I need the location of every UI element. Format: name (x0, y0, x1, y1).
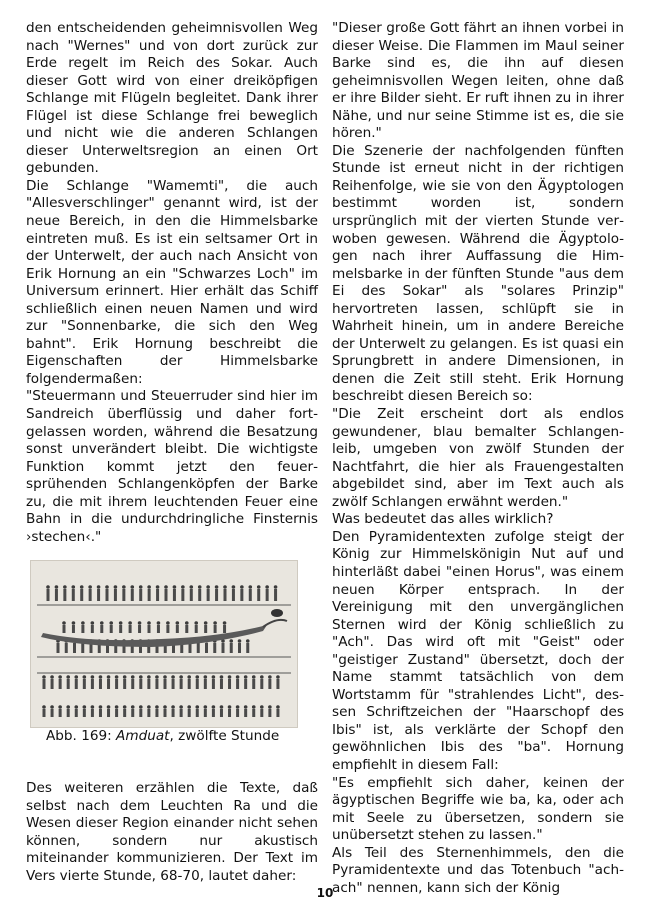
figure-body (236, 679, 239, 689)
figure-body (107, 709, 110, 717)
figure-body (80, 589, 83, 601)
figure-body (228, 679, 231, 689)
figure-head (268, 676, 272, 680)
figure-head (147, 622, 151, 626)
figure-head (204, 622, 208, 626)
figure-head (181, 586, 185, 590)
figure-head (268, 706, 272, 710)
figure-body (72, 589, 75, 601)
paragraph: Den Pyramidentexten zufolge steigt der König zur Himmelskönigin Nut auf und hinterläßt dabei "einen Horus", was einem neuen Körper entsprach. In der Vereinigung mit den unvergänglichen Sternen wird der König schließlich zu "Ach". Das wird oft mit "Geist" oder "geistiger Zustand" übersetzt, doch der Name stammt tatsächlich von dem Wortstamm für "strahlendes Licht", dessen Schriftzeichen der "Haarschopf des Ibis" ist, als verklärte der Schopf den gewöhnlichen Ibis des "ba". Hornung empfiehlt in diesem Fall: (332, 528, 624, 773)
figure-body (249, 589, 252, 601)
figure-body (155, 679, 158, 689)
figure-body (224, 589, 227, 601)
figure-head (189, 586, 193, 590)
figure-head (206, 586, 210, 590)
figure-body (207, 589, 210, 601)
figure-body (129, 625, 132, 633)
figure-body (72, 625, 75, 633)
figure-body (240, 589, 243, 601)
figure-body (115, 709, 118, 717)
figure-body (43, 709, 46, 717)
figure-head (171, 706, 175, 710)
figure-head (220, 676, 224, 680)
figure-body (260, 709, 263, 717)
figure-head (223, 586, 227, 590)
figure-head (232, 586, 236, 590)
left-column (26, 20, 318, 885)
figure-head (195, 676, 199, 680)
figure-body (196, 679, 199, 689)
figure-body (166, 625, 169, 633)
figure-body (257, 589, 260, 601)
figure-body (185, 625, 188, 633)
figure-head (74, 706, 78, 710)
figure-head (139, 586, 143, 590)
scarab-shape (271, 609, 283, 617)
caption-suffix: , zwölfte Stunde (169, 728, 280, 745)
figure-head (236, 676, 240, 680)
figure-body (99, 709, 102, 717)
figure-head (63, 586, 67, 590)
figure-head (164, 586, 168, 590)
figure-body (63, 589, 66, 601)
figure-head (194, 622, 198, 626)
figure-head (100, 622, 104, 626)
quote-paragraph: "Steuermann und Steuerruder sind hier im Sandreich überflüssig und daher fortgelassen worden, während die Besatzung sonst unverändert bleibt. Die wichtigste Funktion kommt jetzt den feuersprühenden Schlangenköpfen der Barke zu, die mit ihrem leuchtenden Feuer eine Bahn in die undurchdringliche Finsternis ›stechen‹." (26, 388, 318, 545)
figure-body (195, 625, 198, 633)
figure-body (164, 679, 167, 689)
figure-head (147, 706, 151, 710)
figure-head (58, 676, 62, 680)
figure-body (260, 679, 263, 689)
figure-head (119, 622, 123, 626)
figure-head (171, 676, 175, 680)
figure-head (163, 706, 167, 710)
figure-body (59, 709, 62, 717)
figure-body (274, 589, 277, 601)
figure-body (212, 709, 215, 717)
figure-body (268, 679, 271, 689)
figure-head (215, 586, 219, 590)
figure-head (220, 706, 224, 710)
spacer (26, 746, 318, 780)
figure-head (155, 706, 159, 710)
figure-body (205, 643, 208, 653)
figure-head (114, 586, 118, 590)
figure-body (63, 625, 66, 633)
figure-head (260, 676, 264, 680)
amduat-illustration (30, 560, 298, 728)
figure-head (138, 622, 142, 626)
figure-head (99, 676, 103, 680)
page-number: 10 (316, 886, 334, 900)
figure-head (276, 706, 280, 710)
figure-head (166, 622, 170, 626)
figure-body (196, 709, 199, 717)
figure-body (51, 709, 54, 717)
figure-body (198, 589, 201, 601)
figure-head (115, 706, 119, 710)
figure-head (99, 706, 103, 710)
figure-head (58, 706, 62, 710)
caption-prefix: Abb. 169: (46, 728, 117, 745)
figure-head (130, 586, 134, 590)
figure-body (244, 679, 247, 689)
figure-body (164, 709, 167, 717)
figure-head (229, 640, 233, 644)
quote-paragraph: "Dieser große Gott fährt an ihnen vorbei in dieser Weise. Die Flammen im Maul seiner Barke sind es, die ihn auf diesen geheimnisvollen Wegen leiten, ohne daß er ihre Bilder sieht. Er ruft ihnen zu in ihrer Nähe, und nur seine Stimme ist es, die sie hören." (332, 20, 624, 142)
figure-body (276, 709, 279, 717)
figure-head (187, 706, 191, 710)
figure-body (148, 589, 151, 601)
figure-body (180, 679, 183, 689)
figure-body (138, 625, 141, 633)
figure-body (268, 709, 271, 717)
figure-body (81, 625, 84, 633)
figure-body (99, 679, 102, 689)
figure-head (139, 676, 143, 680)
paragraph: Als Teil des Sternenhimmels, den die Pyramidentexte und das Totenbuch "ach-ach" nennen, kann sich der König (332, 844, 624, 896)
figure-body (204, 625, 207, 633)
figure-head (42, 706, 46, 710)
figure-head (147, 586, 151, 590)
figure-body (236, 709, 239, 717)
figure-body (156, 589, 159, 601)
figure-head (240, 586, 244, 590)
figure-body (55, 589, 58, 601)
figure-head (91, 676, 95, 680)
figure-head (236, 706, 240, 710)
figure-body (65, 643, 68, 653)
figure-head (81, 622, 85, 626)
figure-body (67, 679, 70, 689)
figure-body (222, 643, 225, 653)
figure-body (75, 709, 78, 717)
caption-title: Amduat (116, 728, 170, 745)
figure-body (139, 709, 142, 717)
question-line: Was bedeutet das alles wirklich? (332, 511, 554, 528)
paragraph: Die Schlange "Wamemti", die auch "Allesverschlinger" genannt wird, ist der neue Bereich, in den die Himmelsbarke eintreten muß. Es ist ein seltsamer Ort in der Unterwelt, der auch nach Ansicht von Erik Hornung an ein "Schwarzes Loch" im Universum erinnert. Hier erhält das Schiff schließlich einen neuen Namen und wird zur "Sonnenbarke, die sich den Weg bahnt". Erik Hornung beschreibt die Eigenschaften der Himmelsbarke folgendermaßen: (26, 177, 318, 387)
figure-body (122, 589, 125, 601)
figure-head (50, 676, 54, 680)
figure-body (220, 709, 223, 717)
figure-body (131, 589, 134, 601)
figure-head (238, 640, 242, 644)
paragraph: Die Szenerie der nachfolgenden fünften Stunde ist erneut nicht in der richtigen Reihenfolge, wie sie von den Ägyptologen bestimmt worden ist, sondern ursprünglich mit der vierten Stunde verwoben gewesen. Während die Ägyptologen nach ihrer Auffassung die Himmelsbarke in der fünften Stunde "aus dem Ei des Sokar" als "solares Prinzip" hervortreten lassen, schlüpft sie in Wahrheit hinein, um in andere Bereiche der Unterwelt zu gelangen. Es ist quasi ein Sprungbrett in andere Dimensionen, in denen die Zeit still steht. Erik Hornung beschreibt diesen Bereich so: (332, 142, 624, 405)
figure-head (123, 706, 127, 710)
figure-body (204, 679, 207, 689)
figure-body (110, 625, 113, 633)
figure-head (42, 676, 46, 680)
figure-body (220, 679, 223, 689)
figure-body (232, 589, 235, 601)
figure-body (228, 709, 231, 717)
figure-body (59, 679, 62, 689)
figure-head (228, 706, 232, 710)
figure-body (173, 589, 176, 601)
figure-head (139, 706, 143, 710)
figure-body (157, 625, 160, 633)
figure-body (115, 679, 118, 689)
figure-caption (26, 728, 318, 746)
figure-body (57, 643, 60, 653)
figure-body (131, 709, 134, 717)
figure-head (248, 586, 252, 590)
figure-head (179, 676, 183, 680)
figure-head (257, 586, 261, 590)
figure-head (212, 706, 216, 710)
figure-body (119, 625, 122, 633)
figure-head (128, 622, 132, 626)
figure-head (156, 586, 160, 590)
figure-head (88, 586, 92, 590)
figure-head (252, 706, 256, 710)
figure-body (188, 679, 191, 689)
figure-head (244, 706, 248, 710)
serpent-tow-rope (263, 620, 287, 627)
figure-head (195, 706, 199, 710)
figure-body (67, 709, 70, 717)
figure-head (213, 622, 217, 626)
figure-head (179, 706, 183, 710)
figure-body (147, 679, 150, 689)
figure-body (276, 679, 279, 689)
figure-head (244, 676, 248, 680)
figure-body (230, 643, 233, 653)
figure-body (89, 589, 92, 601)
figure-head (212, 676, 216, 680)
figure-body (172, 679, 175, 689)
figure-head (105, 586, 109, 590)
figure-head (223, 622, 227, 626)
figure-body (107, 679, 110, 689)
figure-head (157, 622, 161, 626)
figure-body (100, 625, 103, 633)
figure-body (97, 589, 100, 601)
figure-head (276, 676, 280, 680)
figure-body (131, 679, 134, 689)
figure-body (252, 679, 255, 689)
figure-head (80, 586, 84, 590)
figure-body (123, 679, 126, 689)
figure-head (122, 586, 126, 590)
figure-body (114, 589, 117, 601)
figure-body (213, 643, 216, 653)
illustration-drawing (31, 561, 297, 727)
figure-head (204, 676, 208, 680)
figure-head (123, 676, 127, 680)
figure-body (266, 589, 269, 601)
figure-head (274, 586, 278, 590)
figure-head (265, 586, 269, 590)
figure-body (139, 589, 142, 601)
figure-head (185, 622, 189, 626)
figure-body (123, 709, 126, 717)
figure-body (83, 709, 86, 717)
figure-body (197, 643, 200, 653)
figure-body (190, 589, 193, 601)
figure-head (176, 622, 180, 626)
figure-head (46, 586, 50, 590)
right-column (332, 20, 624, 897)
figure-body (51, 679, 54, 689)
figure-body (47, 589, 50, 601)
quote-paragraph: "Die Zeit erscheint dort als endlos gewundener, blau bemalter Schlangenleib, umgeben von zwölf Stunden der Nachtfahrt, die hier als Frauengestalten abgebildet sind, aber im Text auch als zwölf Schlangen erwähnt werden." (332, 406, 624, 510)
figure-head (163, 676, 167, 680)
figure-head (72, 622, 76, 626)
figure-body (246, 643, 249, 653)
figure-body (189, 643, 192, 653)
figure-head (147, 676, 151, 680)
figure-body (181, 589, 184, 601)
figure-head (173, 586, 177, 590)
figure-body (148, 625, 151, 633)
figure-body (244, 709, 247, 717)
paragraph: den entscheidenden geheimnisvollen Weg nach "Wernes" und von dort zurück zur Erde regelt im Reich des Sokar. Auch dieser Gott wird von einer dreiköpfigen Schlange mit Flügeln begleitet. Dank ihrer Flügel ist diese Schlange frei beweglich und nicht wie die anderen Schlangen dieser Unterweltsregion an einen Ort gebunden. (26, 20, 318, 177)
figure-body (165, 589, 168, 601)
figure-head (109, 622, 113, 626)
figure-body (188, 709, 191, 717)
figure-head (55, 586, 59, 590)
paragraph: Des weiteren erzählen die Texte, daß selbst nach dem Leuchten Ra und die Wesen dieser Region einander nicht sehen können, sondern nur akustisch miteinander kommunizieren. Der Text im Vers vierte Stunde, 68-70, lautet daher: (26, 779, 318, 884)
figure-head (62, 622, 66, 626)
figure-body (212, 679, 215, 689)
figure-body (215, 589, 218, 601)
figure-head (83, 706, 87, 710)
figure-head (71, 586, 75, 590)
figure-body (91, 679, 94, 689)
figure-head (131, 676, 135, 680)
figure-body (83, 679, 86, 689)
figure-head (115, 676, 119, 680)
figure-body (91, 625, 94, 633)
figure-head (91, 706, 95, 710)
figure-head (83, 676, 87, 680)
quote-paragraph: "Es empfiehlt sich daher, keinen der ägyptischen Begriffe wie ba, ka, oder ach mit Seele zu übersetzen, sondern sie unübersetzt stehen zu lassen." (332, 774, 624, 844)
figure-head (246, 640, 250, 644)
figure-body (172, 709, 175, 717)
figure-head (131, 706, 135, 710)
figure-body (238, 643, 241, 653)
figure-body (214, 625, 217, 633)
figure-head (74, 676, 78, 680)
figure-body (75, 679, 78, 689)
figure-head (228, 676, 232, 680)
figure-head (198, 586, 202, 590)
figure-body (73, 643, 76, 653)
figure-head (50, 706, 54, 710)
figure-head (66, 706, 70, 710)
figure-body (252, 709, 255, 717)
figure-head (66, 676, 70, 680)
figure-head (107, 676, 111, 680)
figure-body (91, 709, 94, 717)
figure-head (187, 676, 191, 680)
figure-head (252, 676, 256, 680)
figure-body (106, 589, 109, 601)
figure-body (147, 709, 150, 717)
figure-head (91, 622, 95, 626)
figure-head (260, 706, 264, 710)
figure-body (43, 679, 46, 689)
figure-body (155, 709, 158, 717)
figure-body (139, 679, 142, 689)
figure-body (81, 643, 84, 653)
figure-head (155, 676, 159, 680)
figure-head (107, 706, 111, 710)
figure-head (204, 706, 208, 710)
figure-body (223, 625, 226, 633)
figure-body (176, 625, 179, 633)
figure-body (204, 709, 207, 717)
figure-body (180, 709, 183, 717)
figure-head (97, 586, 101, 590)
